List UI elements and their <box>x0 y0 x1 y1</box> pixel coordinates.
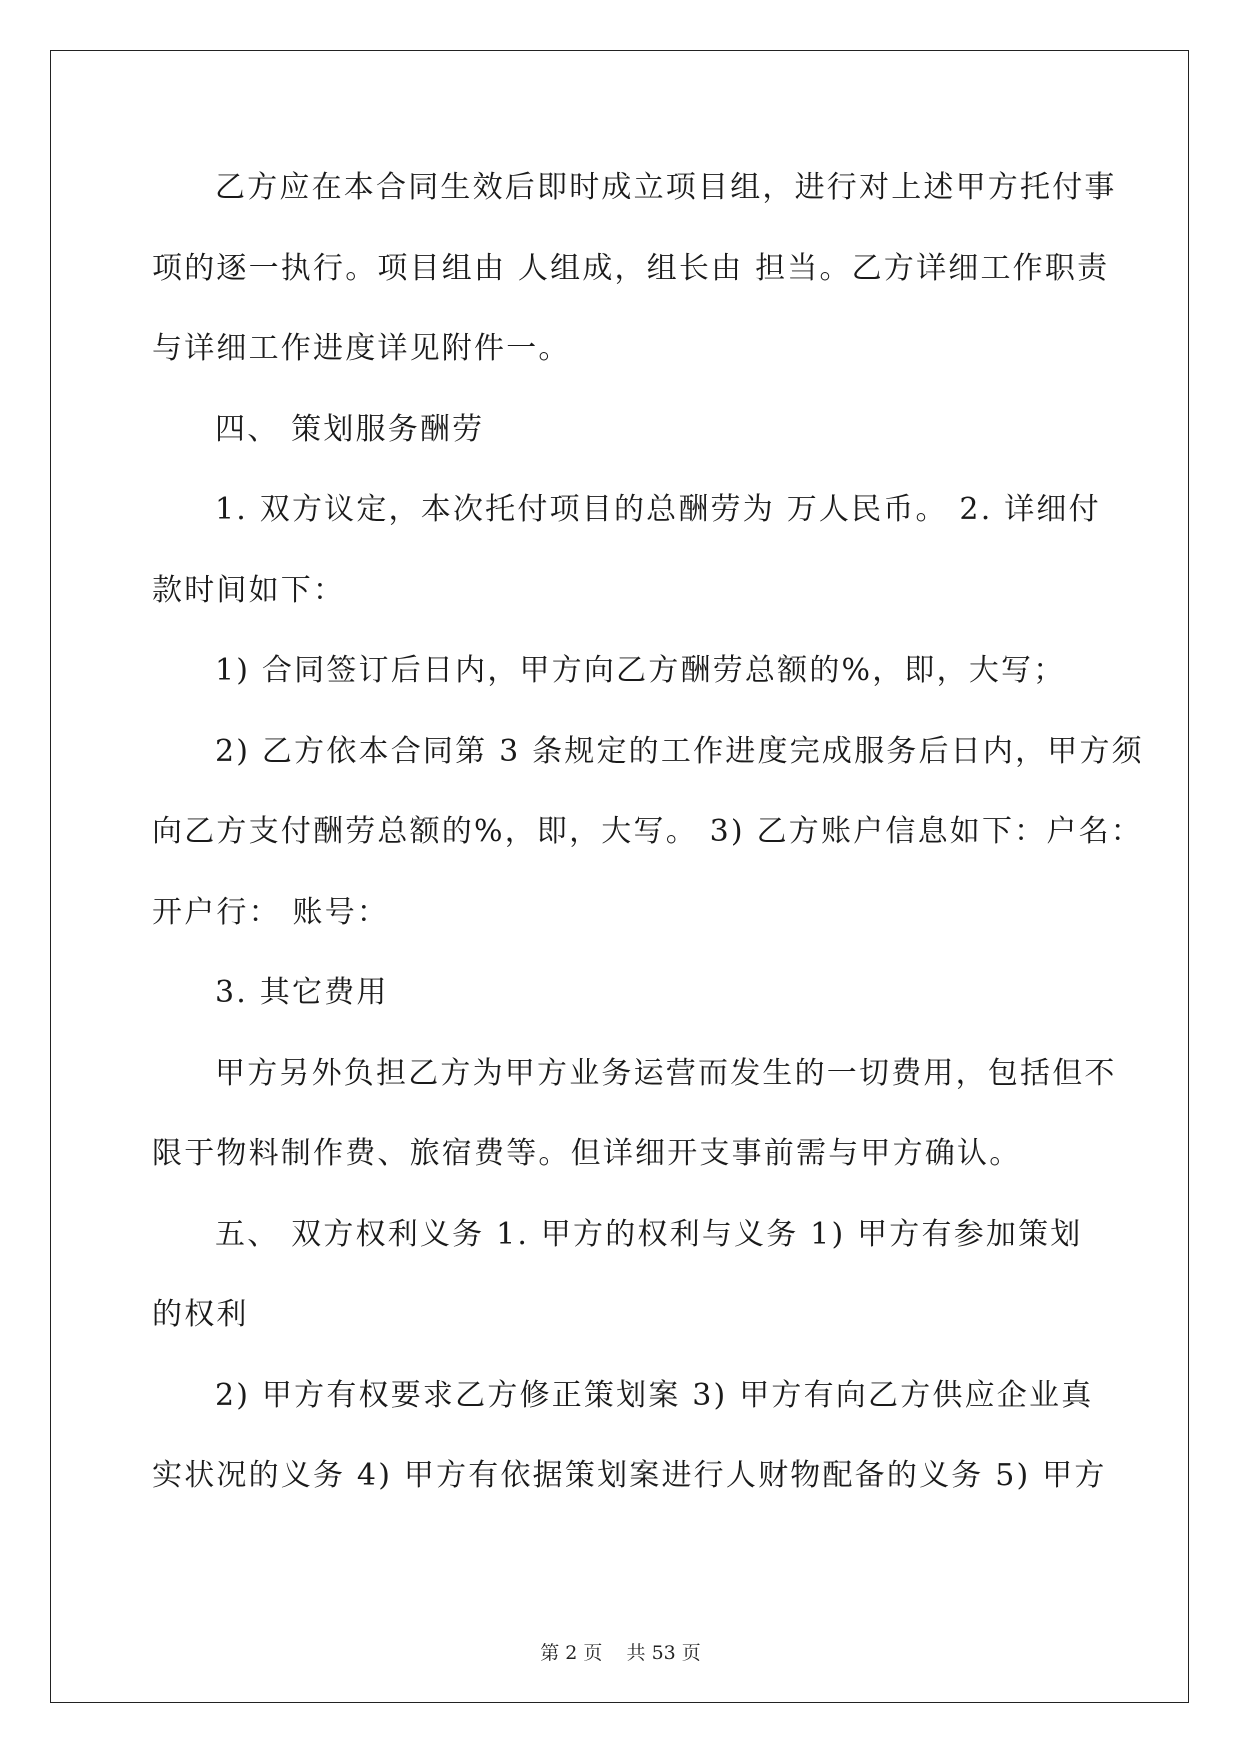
page-footer <box>0 1638 1241 1665</box>
body-line: 2) 乙方依本合同第 3 条规定的工作进度完成服务后日内，甲方须 <box>215 734 1144 769</box>
body-line: 甲方另外负担乙方为甲方业务运营而发生的一切费用，包括但不 <box>215 1056 1117 1091</box>
body-line: 1) 合同签订后日内，甲方向乙方酬劳总额的%，即，大写； <box>215 653 1066 688</box>
body-line: 限于物料制作费、旅宿费等。但详细开支事前需与甲方确认。 <box>152 1136 1022 1171</box>
page-border <box>50 50 1189 1703</box>
body-line: 实状况的义务 4) 甲方有依据策划案进行人财物配备的义务 5) 甲方 <box>152 1458 1107 1493</box>
section-heading: 四、 策划服务酬劳 <box>215 412 485 447</box>
body-line: 款时间如下： <box>152 573 346 608</box>
page-number: 第 2 页 <box>540 1642 603 1664</box>
section-heading: 3. 其它费用 <box>215 975 389 1010</box>
body-line: 开户行： 账号： <box>152 895 390 930</box>
page-total: 共 53 页 <box>626 1642 701 1664</box>
body-line: 的权利 <box>152 1297 249 1332</box>
section-heading: 五、 双方权利义务 1. 甲方的权利与义务 1) 甲方有参加策划 <box>215 1217 1083 1252</box>
body-line: 2) 甲方有权要求乙方修正策划案 3) 甲方有向乙方供应企业真 <box>215 1378 1094 1413</box>
body-line: 乙方应在本合同生效后即时成立项目组，进行对上述甲方托付事 <box>215 170 1117 205</box>
body-line: 与详细工作进度详见附件一。 <box>152 331 571 366</box>
body-line: 项的逐一执行。项目组由 人组成，组长由 担当。乙方详细工作职责 <box>152 251 1110 286</box>
body-line: 向乙方支付酬劳总额的%，即，大写。 3) 乙方账户信息如下：户名： <box>152 814 1143 849</box>
body-line: 1. 双方议定，本次托付项目的总酬劳为 万人民币。 2. 详细付 <box>215 492 1101 527</box>
